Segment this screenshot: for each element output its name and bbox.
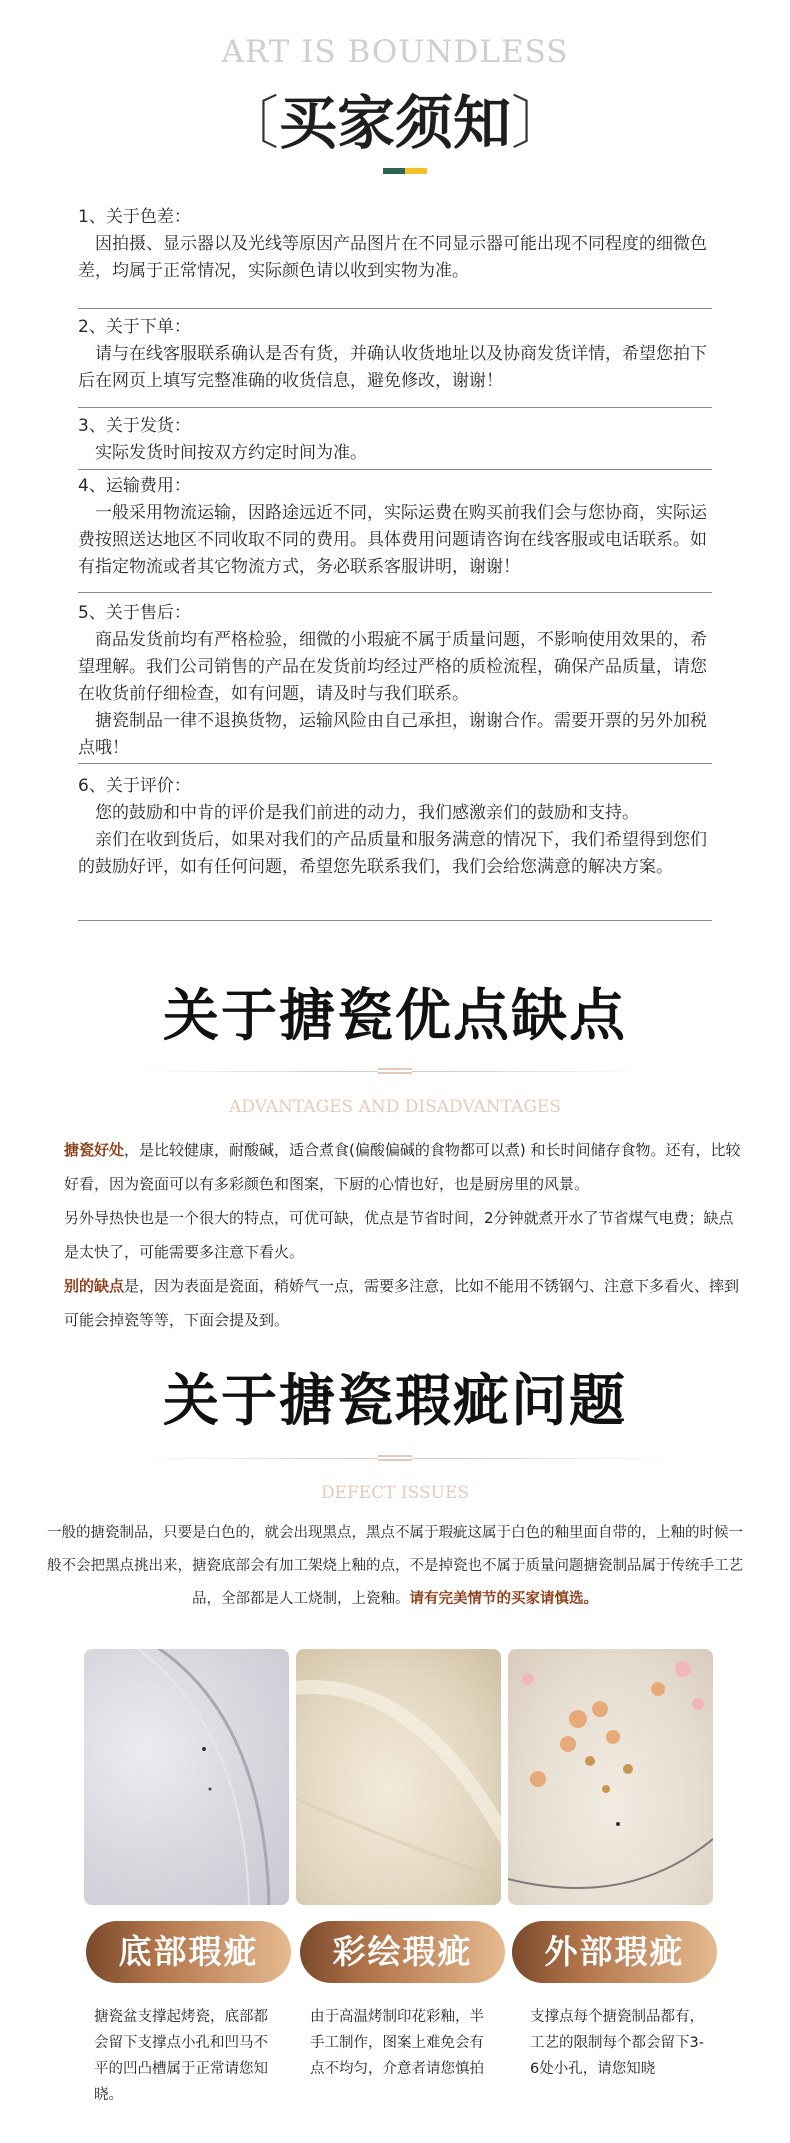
advantages-p3: 是，因为表面是瓷面，稍娇气一点，需要多注意，比如不能用不锈钢勺、注意下多看火、摔到可能会掉瓷等等，下面会提及到。 [64, 1277, 740, 1329]
notice-item-body: 您的鼓励和中肯的评价是我们前进的动力，我们感激亲们的鼓励和支持。 [95, 803, 639, 823]
advantages-title: 关于搪瓷优点缺点 [163, 983, 627, 1049]
advantages-p1: ，是比较健康，耐酸碱，适合煮食(偏酸偏碱的食物都可以煮) 和长时间储存食物。还有，比较好看，因为瓷面可以有多彩颜色和图案，下厨的心情也好，也是厨房里的风景。 [64, 1141, 741, 1193]
notice-item-title: 3、关于发货： [78, 416, 191, 436]
buyer-notice-section [0, 0, 790, 950]
notice-item-title: 1、关于色差： [78, 207, 191, 227]
painted-defect-label: 彩绘瑕疵 [300, 1921, 505, 1983]
notice-item-title: 5、关于售后： [78, 603, 191, 623]
notice-item-color [78, 204, 712, 285]
notice-item-title: 2、关于下单： [78, 317, 191, 337]
notice-item-body: 因拍摄、显示器以及光线等原因产品图片在不同显示器可能出现不同程度的细微色差，均属于正常情况，实际颜色请以收到实物为准。 [78, 234, 707, 281]
divider [78, 469, 712, 470]
notice-item-body: 一般采用物流运输，因路途远近不同，实际运费在购买前我们会与您协商，实际运费按照送达地区不同收取不同的费用。具体费用问题请咨询在线客服或电话联系。如有指定物流或者其它物流方式，务必联系客服讲明，谢谢！ [78, 503, 707, 577]
advantages-p2: 另外导热快也是一个很大的特点，可优可缺，优点是节省时间，2分钟就煮开水了节省煤气电费；缺点是太快了，可能需要多注意下看火。 [64, 1209, 734, 1261]
advantages-text [64, 1133, 744, 1337]
notice-item-freight [78, 473, 712, 581]
bottom-defect-photo [84, 1649, 289, 1905]
notice-item-body: 搪瓷制品一律不退换货物，运输风险由自己承担，谢谢合作。需要开票的另外加税点哦！ [78, 711, 707, 758]
notice-item-body: 亲们在收到货后，如果对我们的产品质量和服务满意的情况下，我们希望得到您们的鼓励好评，如有任何问题，希望您先联系我们，我们会给您满意的解决方案。 [78, 830, 707, 877]
accent-bar-yellow [405, 168, 427, 174]
right-bracket: 〕 [511, 89, 570, 157]
notice-item-body: 商品发货前均有严格检验，细微的小瑕疵不属于质量问题，不影响使用效果的，希望理解。我们公司销售的产品在发货前均经过严格的质检流程，确保产品质量，请您在收货前仔细检查，如有问题，请及时与我们联系。 [78, 630, 707, 704]
advantages-divider-mark [378, 1068, 412, 1074]
disadvantages-highlight: 别的缺点 [64, 1277, 125, 1295]
advantages-highlight: 搪瓷好处 [64, 1141, 125, 1159]
notice-title-en: ART IS BOUNDLESS [221, 34, 569, 70]
outer-defect-desc: 支撑点每个搪瓷制品都有，工艺的限制每个都会留下3-6处小孔，请您知晓 [530, 2009, 704, 2077]
defects-subtitle: DEFECT ISSUES [320, 1483, 470, 1503]
notice-item-title: 4、运输费用： [78, 476, 191, 496]
painted-defect-photo [296, 1649, 501, 1905]
defects-divider-mark [378, 1455, 412, 1461]
notice-title-text: 买家须知 [278, 89, 511, 157]
defects-highlight: 请有完美情节的买家请慎选。 [409, 1591, 598, 1607]
outer-defect-label: 外部瑕疵 [512, 1921, 717, 1983]
notice-item-title: 6、关于评价： [78, 776, 191, 796]
notice-item-shipping [78, 413, 712, 467]
defects-body: 一般的搪瓷制品，只要是白色的，就会出现黑点，黑点不属于瑕疵这属于白色的釉里面自带的，上釉的时候一般不会把黑点挑出来，搪瓷底部会有加工架烧上釉的点，不是掉瓷也不属于质量问题搪瓷制品属于传统手工艺品，全部都是人工烧制，上瓷釉。 [47, 1525, 743, 1607]
notice-item-aftersale [78, 600, 712, 762]
bottom-defect-label: 底部瑕疵 [86, 1921, 291, 1983]
divider [78, 592, 712, 593]
divider [78, 763, 712, 764]
defects-text [44, 1517, 746, 1616]
notice-title [0, 76, 790, 160]
accent-bar-green [383, 168, 405, 174]
divider [78, 308, 712, 309]
divider [78, 407, 712, 408]
bottom-defect-desc: 搪瓷盆支撑起烤瓷，底部都会留下支撑点小孔和凹马不平的凹凸槽属于正常请您知晓。 [94, 2009, 268, 2103]
left-bracket: 〔 [220, 89, 279, 157]
notice-item-review [78, 773, 712, 881]
defects-title: 关于搪瓷瑕疵问题 [163, 1368, 627, 1434]
notice-item-order [78, 314, 712, 395]
outer-defect-photo [508, 1649, 713, 1905]
painted-defect-desc: 由于高温烤制印花彩釉，半手工制作，图案上难免会有点不均匀，介意者请您慎拍 [310, 2009, 484, 2077]
advantages-subtitle: ADVANTAGES AND DISADVANTAGES [229, 1097, 561, 1117]
notice-item-body: 请与在线客服联系确认是否有货，并确认收货地址以及协商发货详情，希望您拍下后在网页上填写完整准确的收货信息，避免修改，谢谢！ [78, 344, 707, 391]
notice-item-body: 实际发货时间按双方约定时间为准。 [95, 443, 367, 463]
divider [78, 920, 712, 921]
